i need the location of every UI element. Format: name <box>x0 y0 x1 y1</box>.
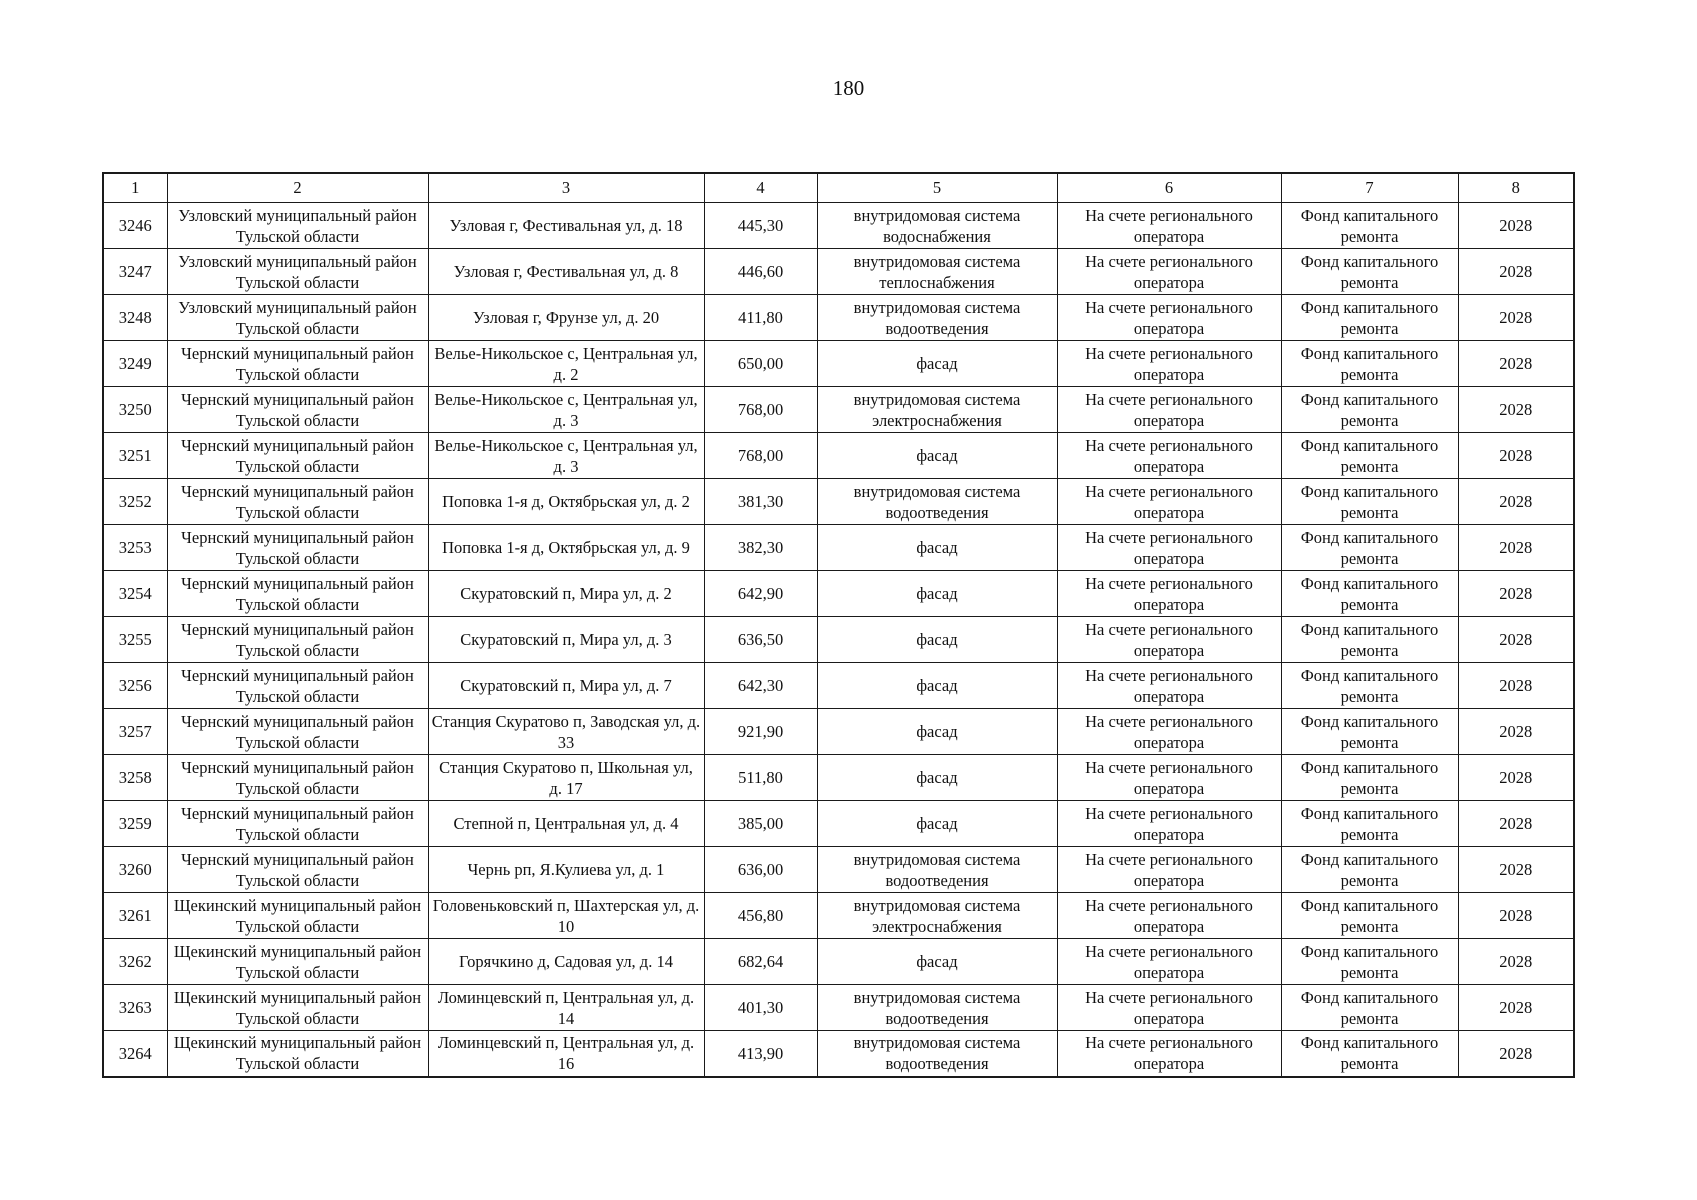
year-cell: 2028 <box>1458 801 1574 847</box>
fund-owner-cell: Фонд капитального ремонта <box>1281 571 1458 617</box>
municipality-cell: Узловский муниципальный район Тульской области <box>167 203 428 249</box>
area-cell: 381,30 <box>704 479 817 525</box>
row-number-cell: 3259 <box>103 801 167 847</box>
municipality-cell: Чернский муниципальный район Тульской области <box>167 571 428 617</box>
address-cell: Станция Скуратово п, Заводская ул, д. 33 <box>428 709 704 755</box>
row-number-cell: 3257 <box>103 709 167 755</box>
fund-account-cell: На счете регионального оператора <box>1057 295 1281 341</box>
repair-type-cell: фасад <box>817 663 1057 709</box>
fund-account-cell: На счете регионального оператора <box>1057 617 1281 663</box>
fund-account-cell: На счете регионального оператора <box>1057 709 1281 755</box>
fund-account-cell: На счете регионального оператора <box>1057 341 1281 387</box>
fund-account-cell: На счете регионального оператора <box>1057 479 1281 525</box>
fund-account-cell: На счете регионального оператора <box>1057 755 1281 801</box>
fund-owner-cell: Фонд капитального ремонта <box>1281 755 1458 801</box>
year-cell: 2028 <box>1458 203 1574 249</box>
municipality-cell: Чернский муниципальный район Тульской области <box>167 847 428 893</box>
year-cell: 2028 <box>1458 433 1574 479</box>
municipality-cell: Узловский муниципальный район Тульской области <box>167 295 428 341</box>
row-number-cell: 3254 <box>103 571 167 617</box>
repair-type-cell: фасад <box>817 939 1057 985</box>
table-row <box>103 801 1574 847</box>
year-cell: 2028 <box>1458 617 1574 663</box>
municipality-cell: Чернский муниципальный район Тульской области <box>167 755 428 801</box>
municipality-cell: Чернский муниципальный район Тульской области <box>167 341 428 387</box>
address-cell: Горячкино д, Садовая ул, д. 14 <box>428 939 704 985</box>
table-row <box>103 525 1574 571</box>
address-cell: Чернь рп, Я.Кулиева ул, д. 1 <box>428 847 704 893</box>
table-row <box>103 341 1574 387</box>
table-row <box>103 479 1574 525</box>
address-cell: Скуратовский п, Мира ул, д. 2 <box>428 571 704 617</box>
address-cell: Ломинцевский п, Центральная ул, д. 16 <box>428 1031 704 1077</box>
table-row <box>103 387 1574 433</box>
municipality-cell: Чернский муниципальный район Тульской области <box>167 801 428 847</box>
repair-type-cell: фасад <box>817 433 1057 479</box>
row-number-cell: 3260 <box>103 847 167 893</box>
municipality-cell: Чернский муниципальный район Тульской области <box>167 617 428 663</box>
municipality-cell: Чернский муниципальный район Тульской области <box>167 433 428 479</box>
fund-account-cell: На счете регионального оператора <box>1057 433 1281 479</box>
table-row <box>103 893 1574 939</box>
year-cell: 2028 <box>1458 985 1574 1031</box>
municipality-cell: Чернский муниципальный район Тульской области <box>167 709 428 755</box>
area-cell: 401,30 <box>704 985 817 1031</box>
table-row <box>103 847 1574 893</box>
year-cell: 2028 <box>1458 387 1574 433</box>
page-number: 180 <box>832 76 865 100</box>
municipality-cell: Чернский муниципальный район Тульской области <box>167 525 428 571</box>
area-cell: 385,00 <box>704 801 817 847</box>
year-cell: 2028 <box>1458 525 1574 571</box>
area-cell: 682,64 <box>704 939 817 985</box>
address-cell: Поповка 1-я д, Октябрьская ул, д. 9 <box>428 525 704 571</box>
repair-type-cell: внутридомовая система водоотведения <box>817 295 1057 341</box>
area-cell: 768,00 <box>704 433 817 479</box>
row-number-cell: 3262 <box>103 939 167 985</box>
row-number-cell: 3252 <box>103 479 167 525</box>
repair-type-cell: внутридомовая система электроснабжения <box>817 387 1057 433</box>
address-cell: Велье-Никольское с, Центральная ул, д. 3 <box>428 433 704 479</box>
municipality-cell: Щекинский муниципальный район Тульской области <box>167 985 428 1031</box>
table-row <box>103 1031 1574 1077</box>
year-cell: 2028 <box>1458 571 1574 617</box>
address-cell: Головеньковский п, Шахтерская ул, д. 10 <box>428 893 704 939</box>
area-cell: 642,90 <box>704 571 817 617</box>
year-cell: 2028 <box>1458 893 1574 939</box>
repair-type-cell: фасад <box>817 755 1057 801</box>
fund-account-cell: На счете регионального оператора <box>1057 203 1281 249</box>
area-cell: 382,30 <box>704 525 817 571</box>
table-row <box>103 249 1574 295</box>
repair-type-cell: фасад <box>817 801 1057 847</box>
row-number-cell: 3251 <box>103 433 167 479</box>
address-cell: Скуратовский п, Мира ул, д. 3 <box>428 617 704 663</box>
municipality-cell: Чернский муниципальный район Тульской области <box>167 387 428 433</box>
repair-type-cell: фасад <box>817 709 1057 755</box>
fund-owner-cell: Фонд капитального ремонта <box>1281 387 1458 433</box>
column-header: 7 <box>1281 173 1458 203</box>
column-header: 4 <box>704 173 817 203</box>
table-body <box>103 203 1574 1077</box>
area-cell: 636,00 <box>704 847 817 893</box>
year-cell: 2028 <box>1458 249 1574 295</box>
year-cell: 2028 <box>1458 663 1574 709</box>
fund-owner-cell: Фонд капитального ремонта <box>1281 433 1458 479</box>
table-row <box>103 203 1574 249</box>
year-cell: 2028 <box>1458 479 1574 525</box>
year-cell: 2028 <box>1458 341 1574 387</box>
row-number-cell: 3247 <box>103 249 167 295</box>
year-cell: 2028 <box>1458 295 1574 341</box>
area-cell: 456,80 <box>704 893 817 939</box>
repair-type-cell: внутридомовая система теплоснабжения <box>817 249 1057 295</box>
address-cell: Станция Скуратово п, Школьная ул, д. 17 <box>428 755 704 801</box>
column-header: 8 <box>1458 173 1574 203</box>
address-cell: Узловая г, Фестивальная ул, д. 8 <box>428 249 704 295</box>
fund-owner-cell: Фонд капитального ремонта <box>1281 479 1458 525</box>
fund-owner-cell: Фонд капитального ремонта <box>1281 893 1458 939</box>
row-number-cell: 3249 <box>103 341 167 387</box>
row-number-cell: 3253 <box>103 525 167 571</box>
row-number-cell: 3250 <box>103 387 167 433</box>
fund-owner-cell: Фонд капитального ремонта <box>1281 1031 1458 1077</box>
repair-type-cell: внутридомовая система водоотведения <box>817 985 1057 1031</box>
area-cell: 636,50 <box>704 617 817 663</box>
repair-type-cell: внутридомовая система электроснабжения <box>817 893 1057 939</box>
year-cell: 2028 <box>1458 755 1574 801</box>
fund-owner-cell: Фонд капитального ремонта <box>1281 617 1458 663</box>
row-number-cell: 3261 <box>103 893 167 939</box>
fund-account-cell: На счете регионального оператора <box>1057 985 1281 1031</box>
fund-account-cell: На счете регионального оператора <box>1057 249 1281 295</box>
fund-account-cell: На счете регионального оператора <box>1057 801 1281 847</box>
capital-repair-table <box>102 172 1575 1078</box>
fund-owner-cell: Фонд капитального ремонта <box>1281 801 1458 847</box>
fund-account-cell: На счете регионального оператора <box>1057 847 1281 893</box>
municipality-cell: Узловский муниципальный район Тульской области <box>167 249 428 295</box>
address-cell: Степной п, Центральная ул, д. 4 <box>428 801 704 847</box>
row-number-cell: 3256 <box>103 663 167 709</box>
area-cell: 642,30 <box>704 663 817 709</box>
fund-account-cell: На счете регионального оператора <box>1057 525 1281 571</box>
address-cell: Узловая г, Фрунзе ул, д. 20 <box>428 295 704 341</box>
area-cell: 446,60 <box>704 249 817 295</box>
fund-account-cell: На счете регионального оператора <box>1057 939 1281 985</box>
year-cell: 2028 <box>1458 847 1574 893</box>
column-header: 6 <box>1057 173 1281 203</box>
fund-account-cell: На счете регионального оператора <box>1057 387 1281 433</box>
fund-account-cell: На счете регионального оператора <box>1057 1031 1281 1077</box>
row-number-cell: 3255 <box>103 617 167 663</box>
table-row <box>103 295 1574 341</box>
fund-owner-cell: Фонд капитального ремонта <box>1281 985 1458 1031</box>
row-number-cell: 3248 <box>103 295 167 341</box>
repair-type-cell: внутридомовая система водоотведения <box>817 847 1057 893</box>
fund-account-cell: На счете регионального оператора <box>1057 663 1281 709</box>
column-header: 1 <box>103 173 167 203</box>
table-row <box>103 709 1574 755</box>
fund-owner-cell: Фонд капитального ремонта <box>1281 939 1458 985</box>
table-row <box>103 985 1574 1031</box>
fund-account-cell: На счете регионального оператора <box>1057 571 1281 617</box>
municipality-cell: Чернский муниципальный район Тульской области <box>167 663 428 709</box>
area-cell: 511,80 <box>704 755 817 801</box>
repair-type-cell: внутридомовая система водоотведения <box>817 479 1057 525</box>
fund-owner-cell: Фонд капитального ремонта <box>1281 847 1458 893</box>
fund-owner-cell: Фонд капитального ремонта <box>1281 203 1458 249</box>
municipality-cell: Щекинский муниципальный район Тульской области <box>167 893 428 939</box>
municipality-cell: Щекинский муниципальный район Тульской области <box>167 1031 428 1077</box>
municipality-cell: Щекинский муниципальный район Тульской области <box>167 939 428 985</box>
address-cell: Скуратовский п, Мира ул, д. 7 <box>428 663 704 709</box>
year-cell: 2028 <box>1458 709 1574 755</box>
address-cell: Ломинцевский п, Центральная ул, д. 14 <box>428 985 704 1031</box>
fund-owner-cell: Фонд капитального ремонта <box>1281 709 1458 755</box>
area-cell: 445,30 <box>704 203 817 249</box>
table-row <box>103 617 1574 663</box>
municipality-cell: Чернский муниципальный район Тульской области <box>167 479 428 525</box>
row-number-cell: 3264 <box>103 1031 167 1077</box>
fund-account-cell: На счете регионального оператора <box>1057 893 1281 939</box>
year-cell: 2028 <box>1458 939 1574 985</box>
repair-type-cell: фасад <box>817 617 1057 663</box>
area-cell: 411,80 <box>704 295 817 341</box>
table-row <box>103 571 1574 617</box>
table-row <box>103 433 1574 479</box>
fund-owner-cell: Фонд капитального ремонта <box>1281 295 1458 341</box>
fund-owner-cell: Фонд капитального ремонта <box>1281 249 1458 295</box>
address-cell: Велье-Никольское с, Центральная ул, д. 2 <box>428 341 704 387</box>
row-number-cell: 3246 <box>103 203 167 249</box>
table-row <box>103 663 1574 709</box>
row-number-cell: 3263 <box>103 985 167 1031</box>
area-cell: 650,00 <box>704 341 817 387</box>
year-cell: 2028 <box>1458 1031 1574 1077</box>
address-cell: Велье-Никольское с, Центральная ул, д. 3 <box>428 387 704 433</box>
repair-type-cell: внутридомовая система водоотведения <box>817 1031 1057 1077</box>
area-cell: 413,90 <box>704 1031 817 1077</box>
repair-type-cell: внутридомовая система водоснабжения <box>817 203 1057 249</box>
address-cell: Поповка 1-я д, Октябрьская ул, д. 2 <box>428 479 704 525</box>
row-number-cell: 3258 <box>103 755 167 801</box>
repair-type-cell: фасад <box>817 341 1057 387</box>
fund-owner-cell: Фонд капитального ремонта <box>1281 341 1458 387</box>
column-header: 3 <box>428 173 704 203</box>
fund-owner-cell: Фонд капитального ремонта <box>1281 525 1458 571</box>
table-row <box>103 939 1574 985</box>
fund-owner-cell: Фонд капитального ремонта <box>1281 663 1458 709</box>
repair-type-cell: фасад <box>817 525 1057 571</box>
area-cell: 921,90 <box>704 709 817 755</box>
area-cell: 768,00 <box>704 387 817 433</box>
table-row <box>103 755 1574 801</box>
repair-type-cell: фасад <box>817 571 1057 617</box>
column-header: 5 <box>817 173 1057 203</box>
column-header: 2 <box>167 173 428 203</box>
header-row <box>103 173 1574 203</box>
address-cell: Узловая г, Фестивальная ул, д. 18 <box>428 203 704 249</box>
